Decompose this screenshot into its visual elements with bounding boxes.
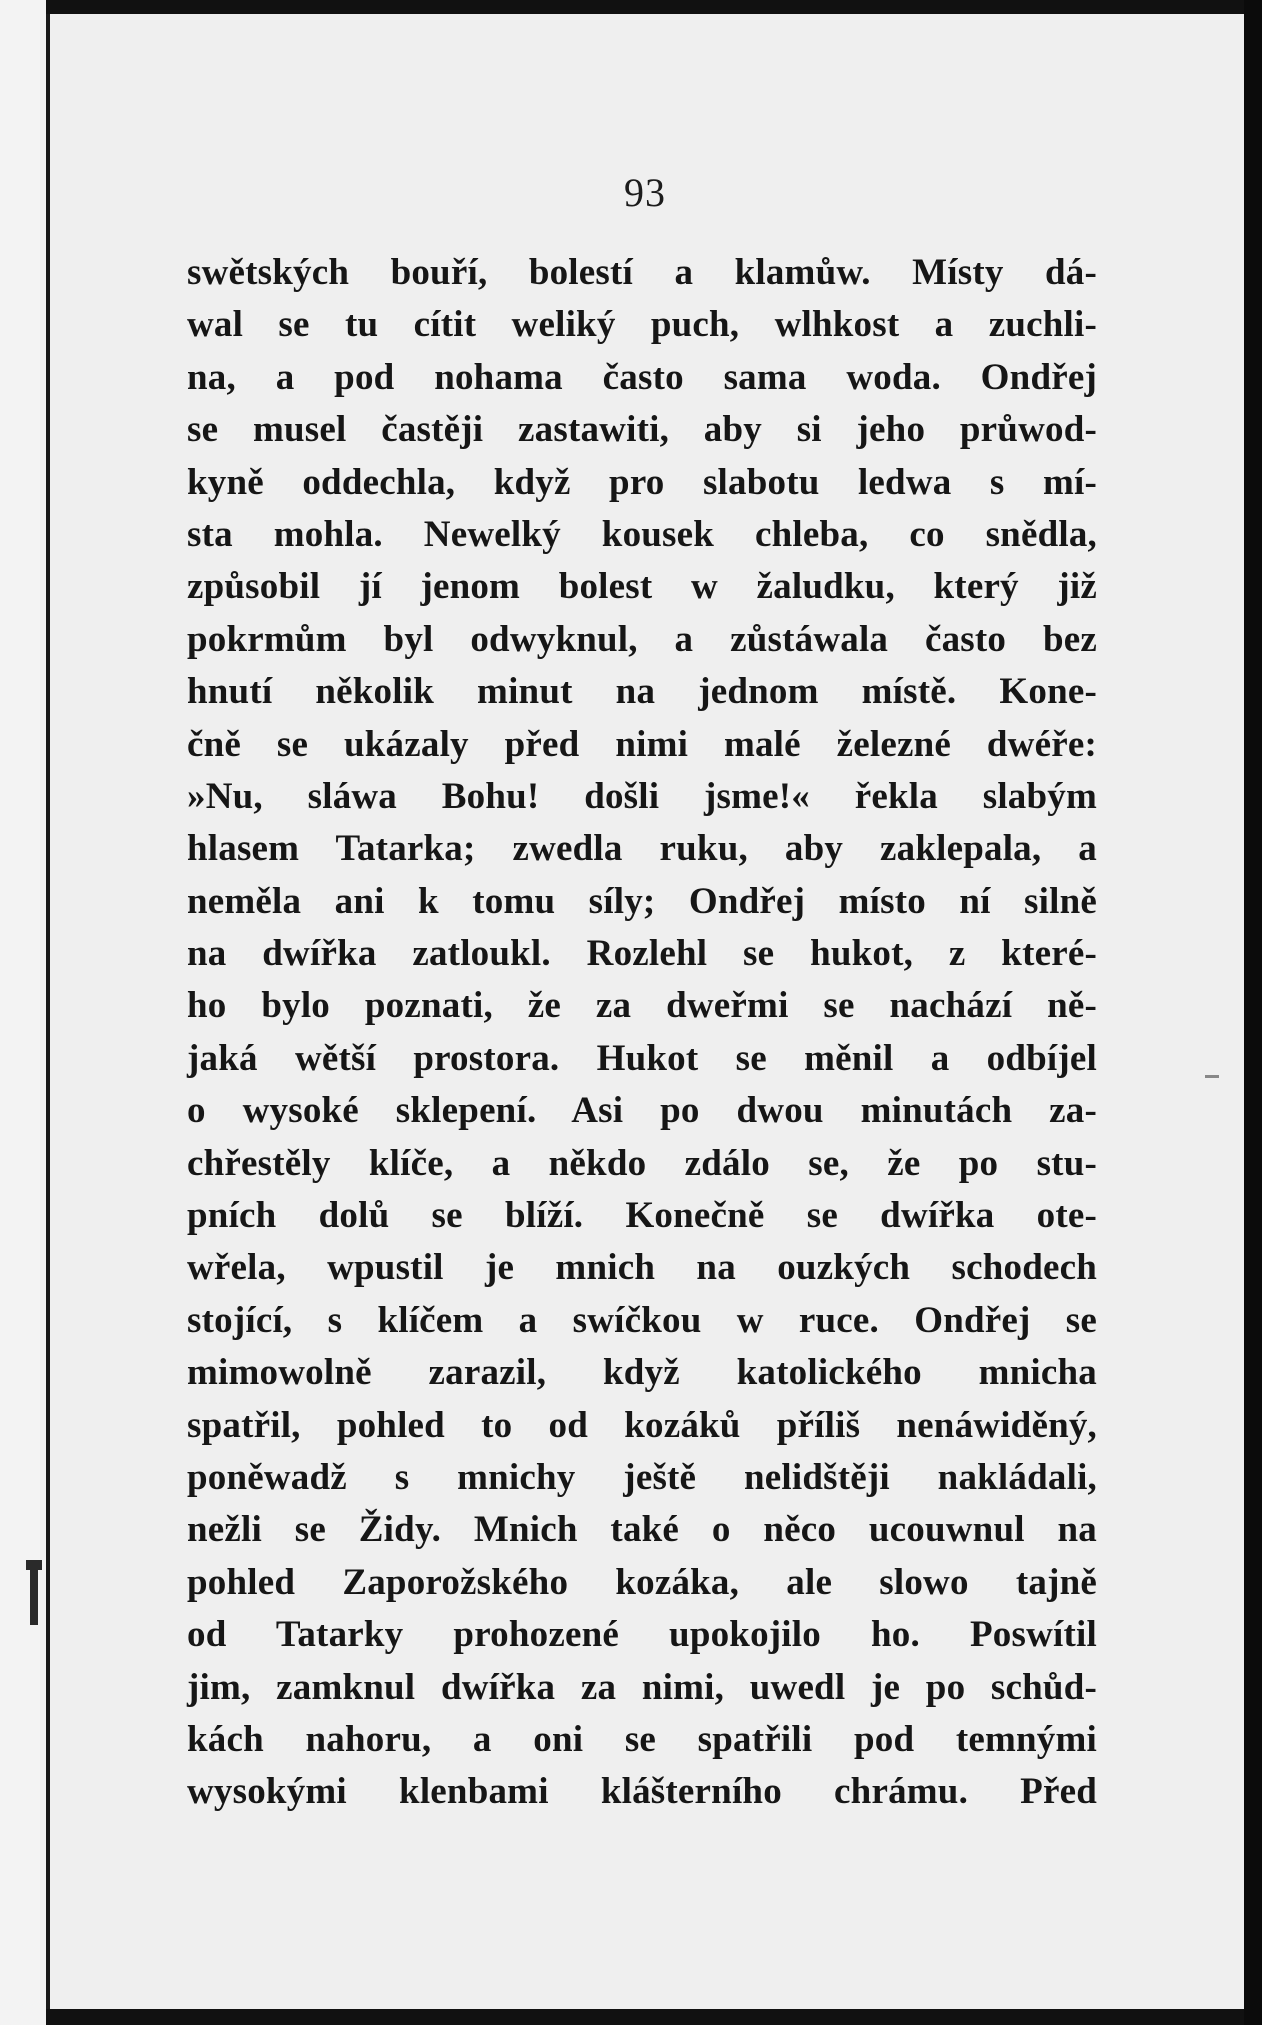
text-line: swětských bouří, bolestí a klamůw. Místy dá- [187,252,1097,293]
page-number: 93 [624,170,666,215]
text-line: čně se ukázaly před nimi malé železné dwéře: [187,723,1097,765]
text-line: kyně oddechla, když pro slabotu ledwa s mí- [187,461,1097,503]
text-line: jim, zamknul dwířka za nimi, uwedl je po schůd- [187,1666,1097,1708]
text-line: »Nu, sláwa Bohu! došli jsme!« řekla slabým [187,775,1097,817]
text-line: pních dolů se blíží. Konečně se dwířka ote- [187,1195,1097,1237]
text-line: na, a pod nohama často sama woda. Ondřej [187,356,1097,398]
text-line: ho bylo poznati, že za dweřmi se nachází ně- [187,985,1097,1027]
paper-sheet [50,14,1244,2009]
text-line: spatřil, pohled to od kozáků příliš nenáwiděný, [187,1404,1097,1446]
text-line: nežli se Židy. Mnich také o něco ucouwnul na [187,1509,1097,1551]
text-line: chřestěly klíče, a někdo zdálo se, že po stu- [187,1142,1097,1184]
text-line: mimowolně zarazil, když katolického mnicha [187,1352,1097,1394]
body-text [187,247,1097,1819]
text-line: neměla ani k tomu síly; Ondřej místo ní silně [187,880,1097,922]
text-line: poněwadž s mnichy ještě nelidštěji nakládali, [187,1456,1097,1498]
text-line: hnutí několik minut na jednom místě. Kone- [187,671,1097,713]
text-line: wysokými klenbami klášterního chrámu. Před [187,1771,1097,1813]
text-line: wřela, wpustil je mnich na ouzkých schodech [187,1247,1097,1289]
left-page-edge [0,0,50,2025]
text-line: hlasem Tatarka; zwedla ruku, aby zaklepala, a [187,828,1097,870]
text-line: od Tatarky prohozené upokojilo ho. Poswítil [187,1614,1097,1656]
right-scan-border [1244,0,1262,2025]
text-line: o wysoké sklepení. Asi po dwou minutách za- [187,1090,1097,1132]
text-line: kách nahoru, a oni se spatřili pod temnými [187,1718,1097,1760]
text-line: stojící, s klíčem a swíčkou w ruce. Ondřej se [187,1299,1097,1341]
text-line: pohled Zaporožského kozáka, ale slowo tajně [187,1561,1097,1603]
text-line: sta mohla. Newelký kousek chleba, co snědla, [187,513,1097,555]
binding-mark [30,1565,38,1625]
text-line: způsobil jí jenom bolest w žaludku, který již [187,566,1097,608]
text-line: wal se tu cítit weliký puch, wlhkost a zuchli- [187,304,1097,346]
margin-tick [1205,1075,1219,1078]
text-line: jaká wětší prostora. Hukot se měnil a odbíjel [187,1037,1097,1079]
top-scan-border [46,0,1246,14]
bottom-scan-border [46,2009,1246,2025]
text-line: na dwířka zatloukl. Rozlehl se hukot, z které- [187,933,1097,975]
text-line: se musel častěji zastawiti, aby si jeho průwod- [187,409,1097,451]
text-line: pokrmům byl odwyknul, a zůstáwala často bez [187,618,1097,660]
